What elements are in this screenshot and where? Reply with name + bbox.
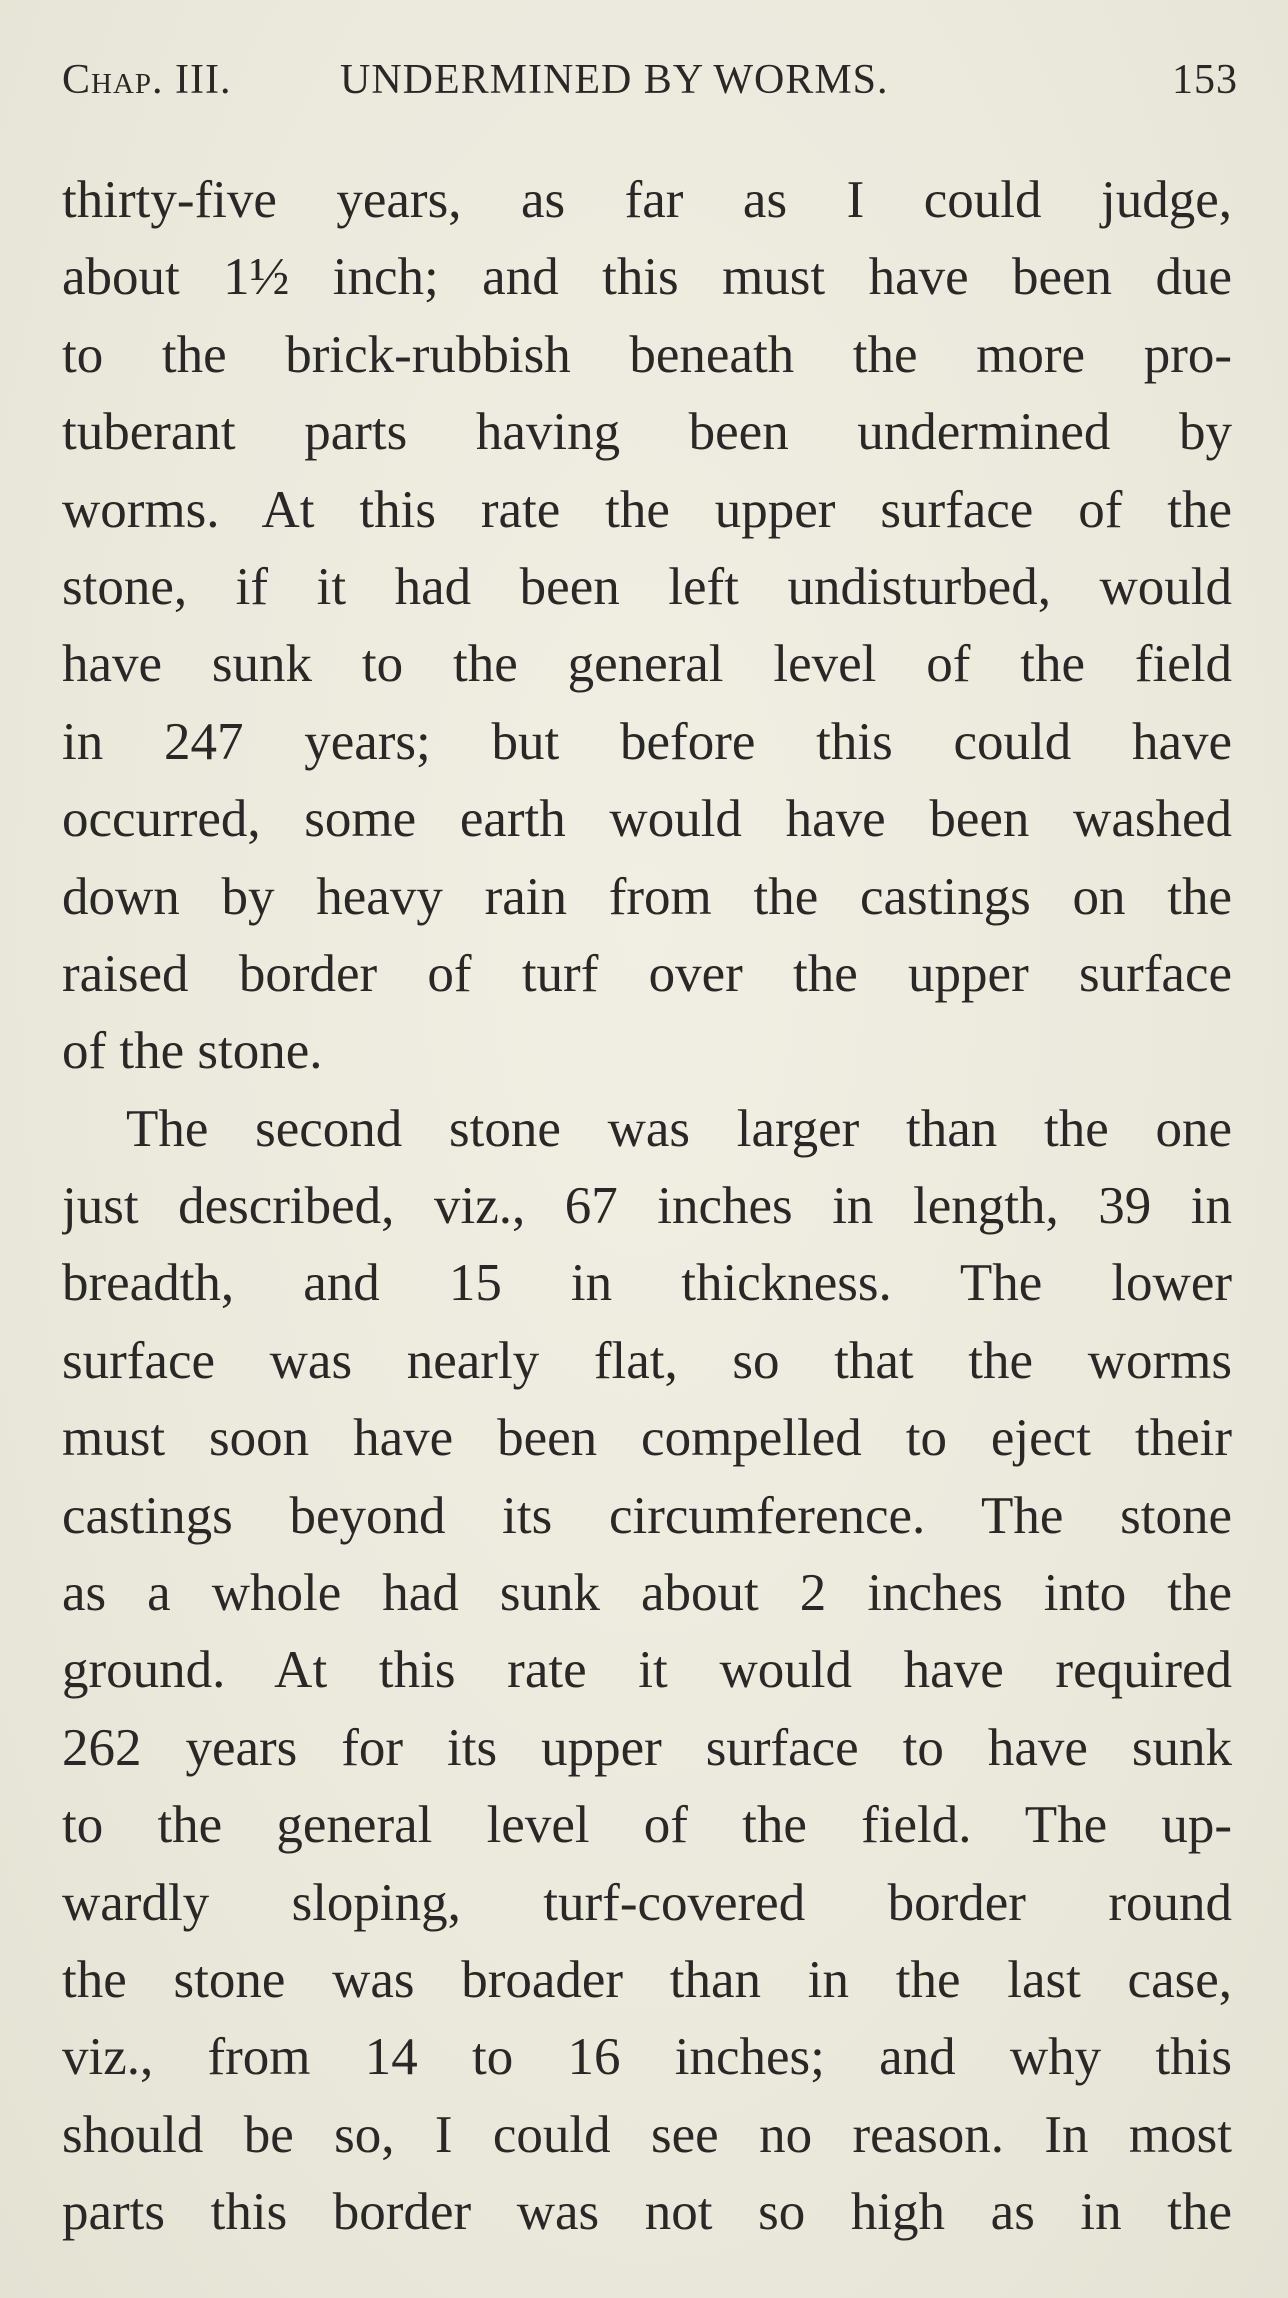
text-line: viz., from 14 to 16 inches; and why this xyxy=(62,2028,1232,2087)
text-line: breadth, and 15 in thickness. The lower xyxy=(62,1254,1232,1313)
text-line: castings beyond its circumference. The stone xyxy=(62,1486,1232,1545)
text-line: just described, viz., 67 inches in length, 39 in xyxy=(62,1177,1232,1236)
text-line: 262 years for its upper surface to have sunk xyxy=(62,1718,1232,1777)
text-line: stone, if it had been left undisturbed, would xyxy=(62,557,1232,616)
page-number: 153 xyxy=(1172,57,1238,103)
chapter-label: Chap. III. xyxy=(62,57,232,103)
running-title: UNDERMINED BY WORMS. xyxy=(340,57,889,103)
text-line: ground. At this rate it would have required xyxy=(62,1641,1232,1700)
paragraph-start-line: The second stone was larger than the one xyxy=(126,1099,1232,1158)
text-line: raised border of turf over the upper surface xyxy=(62,944,1232,1003)
text-line: must soon have been compelled to eject their xyxy=(62,1409,1232,1468)
text-line: to the brick-rubbish beneath the more pro- xyxy=(62,325,1232,384)
text-line: in 247 years; but before this could have xyxy=(62,712,1232,771)
text-line: have sunk to the general level of the field xyxy=(62,635,1232,694)
text-line: the stone was broader than in the last case, xyxy=(62,1950,1232,2009)
text-line: occurred, some earth would have been washed xyxy=(62,790,1232,849)
text-line: surface was nearly flat, so that the worms xyxy=(62,1331,1232,1390)
text-line: down by heavy rain from the castings on the xyxy=(62,867,1232,926)
text-line: thirty-five years, as far as I could judge, xyxy=(62,171,1232,229)
text-line: as a whole had sunk about 2 inches into the xyxy=(62,1564,1232,1623)
running-header xyxy=(62,50,1238,110)
text-line: should be so, I could see no reason. In most xyxy=(62,2105,1232,2164)
text-line: tuberant parts having been undermined by xyxy=(62,403,1232,462)
text-line: about 1½ inch; and this must have been due xyxy=(62,248,1232,307)
paragraph-end-line: of the stone. xyxy=(62,1022,323,1081)
text-line: wardly sloping, turf-covered border round xyxy=(62,1873,1232,1932)
text-line: worms. At this rate the upper surface of the xyxy=(62,480,1232,539)
text-line: parts this border was not so high as in the xyxy=(62,2183,1232,2242)
text-line: to the general level of the field. The up- xyxy=(62,1796,1232,1855)
body-text xyxy=(62,162,1232,2252)
